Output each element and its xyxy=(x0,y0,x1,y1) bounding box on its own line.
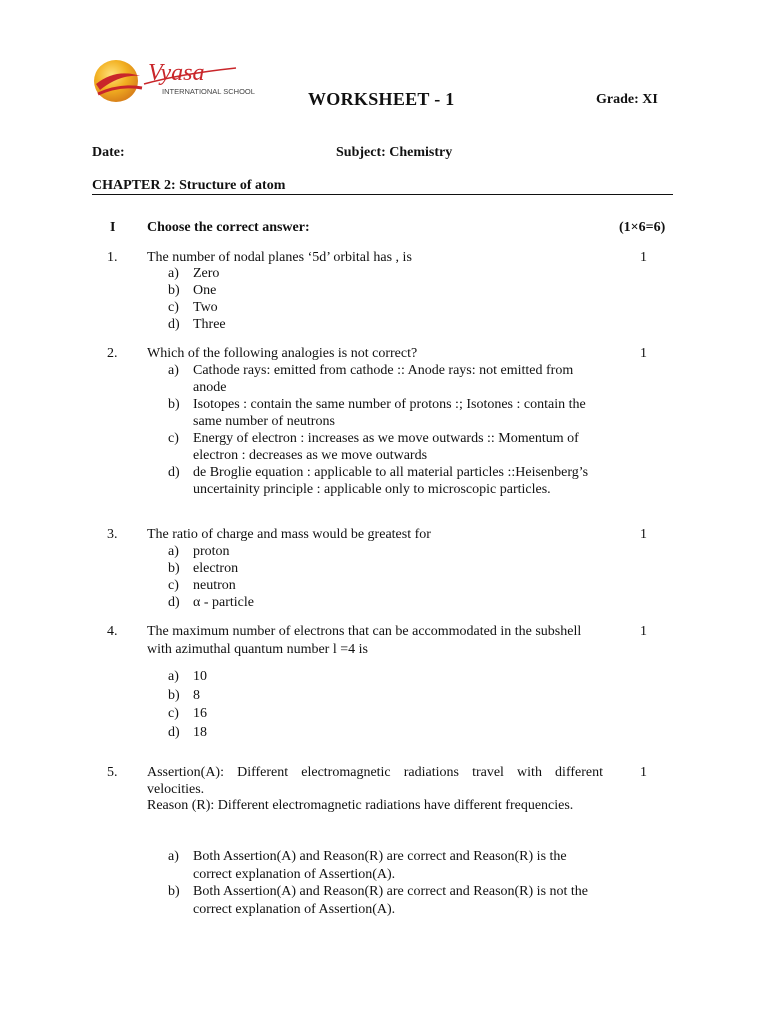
question-marks: 1 xyxy=(640,527,647,542)
grade-label: Grade: XI xyxy=(596,92,658,107)
option-item: a) Zero xyxy=(168,266,220,281)
logo-tagline: INTERNATIONAL SCHOOL xyxy=(162,87,255,96)
option-item: d) Three xyxy=(168,317,226,332)
question-number: 3. xyxy=(107,527,118,542)
section-title: Choose the correct answer: xyxy=(147,220,310,235)
header-divider xyxy=(92,194,673,195)
question-marks: 1 xyxy=(640,624,647,639)
subject-label: Subject: Chemistry xyxy=(336,145,453,160)
option-item: b) Isotopes : contain the same number of protons :; Isotones : contain the same number of neutrons xyxy=(168,397,586,429)
option-item: d) de Broglie equation : applicable to all material particles ::Heisenberg’s uncertainity principle : applicable only to microscopic particles. xyxy=(168,465,589,497)
option-list xyxy=(168,668,608,742)
school-logo xyxy=(90,54,270,106)
option-item: a) 10 xyxy=(168,669,207,684)
section-number: I xyxy=(110,220,116,235)
assertion-text: Assertion(A): Different electromagnetic radiations travel with different velocities. xyxy=(147,765,603,797)
option-list xyxy=(168,362,608,498)
option-item: d) α - particle xyxy=(168,595,254,610)
option-item: a) Cathode rays: emitted from cathode :: Anode rays: not emitted from anode xyxy=(168,363,574,395)
question-number: 1. xyxy=(107,250,118,265)
logo-brand: Vyasa xyxy=(148,60,205,86)
option-item: c) Two xyxy=(168,300,218,315)
option-list xyxy=(168,543,608,611)
option-item: b) Both Assertion(A) and Reason(R) are correct and Reason(R) is not the correct explanation of Assertion(A). xyxy=(168,884,589,917)
option-item: b) One xyxy=(168,283,217,298)
option-list xyxy=(168,848,588,918)
question-text: Which of the following analogies is not correct? xyxy=(147,346,418,361)
option-list xyxy=(168,265,608,333)
date-label: Date: xyxy=(92,145,125,160)
question-text: The number of nodal planes ‘5d’ orbital has , is xyxy=(147,250,412,265)
reason-text: Reason (R): Different electromagnetic radiations have different frequencies. xyxy=(147,798,574,813)
question-marks: 1 xyxy=(640,346,647,361)
question-number: 5. xyxy=(107,765,118,780)
option-item: c) Energy of electron : increases as we move outwards :: Momentum of electron : decreases as we move outwards xyxy=(168,431,579,463)
question-number: 4. xyxy=(107,624,118,639)
question-text: The maximum number of electrons that can be accommodated in the subshell with azimuthal quantum number l =4 is xyxy=(147,624,582,657)
question-marks: 1 xyxy=(640,250,647,265)
section-marks: (1×6=6) xyxy=(619,220,666,235)
question-number: 2. xyxy=(107,346,118,361)
option-item: d) 18 xyxy=(168,724,207,740)
option-item: a) Both Assertion(A) and Reason(R) are correct and Reason(R) is the correct explanation of Assertion(A). xyxy=(168,849,567,882)
worksheet-title: WORKSHEET - 1 xyxy=(308,89,455,109)
question-marks: 1 xyxy=(640,765,647,780)
option-item: b) 8 xyxy=(168,687,200,703)
chapter-heading: CHAPTER 2: Structure of atom xyxy=(92,178,286,193)
option-item: a) proton xyxy=(168,544,230,559)
option-item: c) neutron xyxy=(168,578,236,593)
question-text: The ratio of charge and mass would be greatest for xyxy=(147,527,431,542)
option-item: b) electron xyxy=(168,561,239,576)
option-item: c) 16 xyxy=(168,706,207,721)
